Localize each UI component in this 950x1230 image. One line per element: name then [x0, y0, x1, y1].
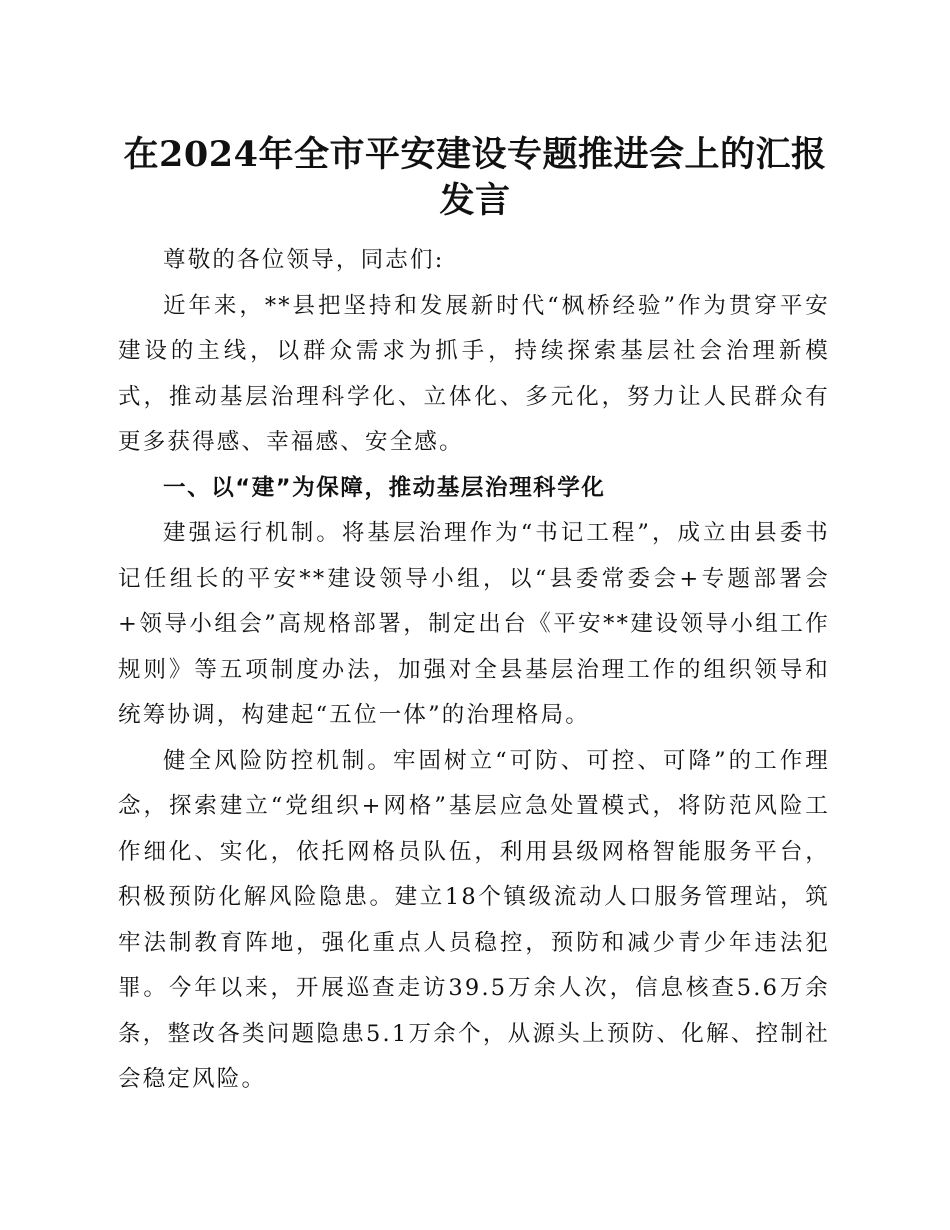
section-heading-1: 一、以“建”为保障，推动基层治理科学化 — [163, 474, 606, 501]
salutation: 尊敬的各位领导，同志们: — [163, 247, 445, 273]
document-body — [118, 238, 830, 1103]
document-title: 在2024年全市平安建设专题推进会上的汇报发言 — [123, 134, 827, 221]
paragraph-risk-control: 健全风险防控机制。牢固树立“可防、可控、可降”的工作理念，探索建立“党组织+网格”基层应急处置模式，将防范风险工作细化、实化，依托网格员队伍，利用县级网格智能服务平台，积极预防化解风险隐患。建立18个镇级流动人口服务管理站，筑牢法制教育阵地，强化重点人员稳控，预防和减少青少年违法犯罪。今年以来，开展巡查走访39.5万余人次，信息核查5.6万余条，整改各类问题隐患5.1万余个，从源头上预防、化解、控制社会稳定风险。 — [118, 747, 830, 1092]
paragraph-mechanism: 建强运行机制。将基层治理作为“书记工程”，成立由县委书记任组长的平安**建设领导小组，以“县委常委会+专题部署会+领导小组会”高规格部署，制定出台《平安**建设领导小组工作规则》等五项制度办法，加强对全县基层治理工作的组织领导和统筹协调，构建起“五位一体”的治理格局。 — [118, 520, 830, 728]
paragraph-intro: 近年来，**县把坚持和发展新时代“枫桥经验”作为贯穿平安建设的主线，以群众需求为抓手，持续探索基层社会治理新模式，推动基层治理科学化、立体化、多元化，努力让人民群众有更多获得感、幸福感、安全感。 — [118, 292, 830, 455]
